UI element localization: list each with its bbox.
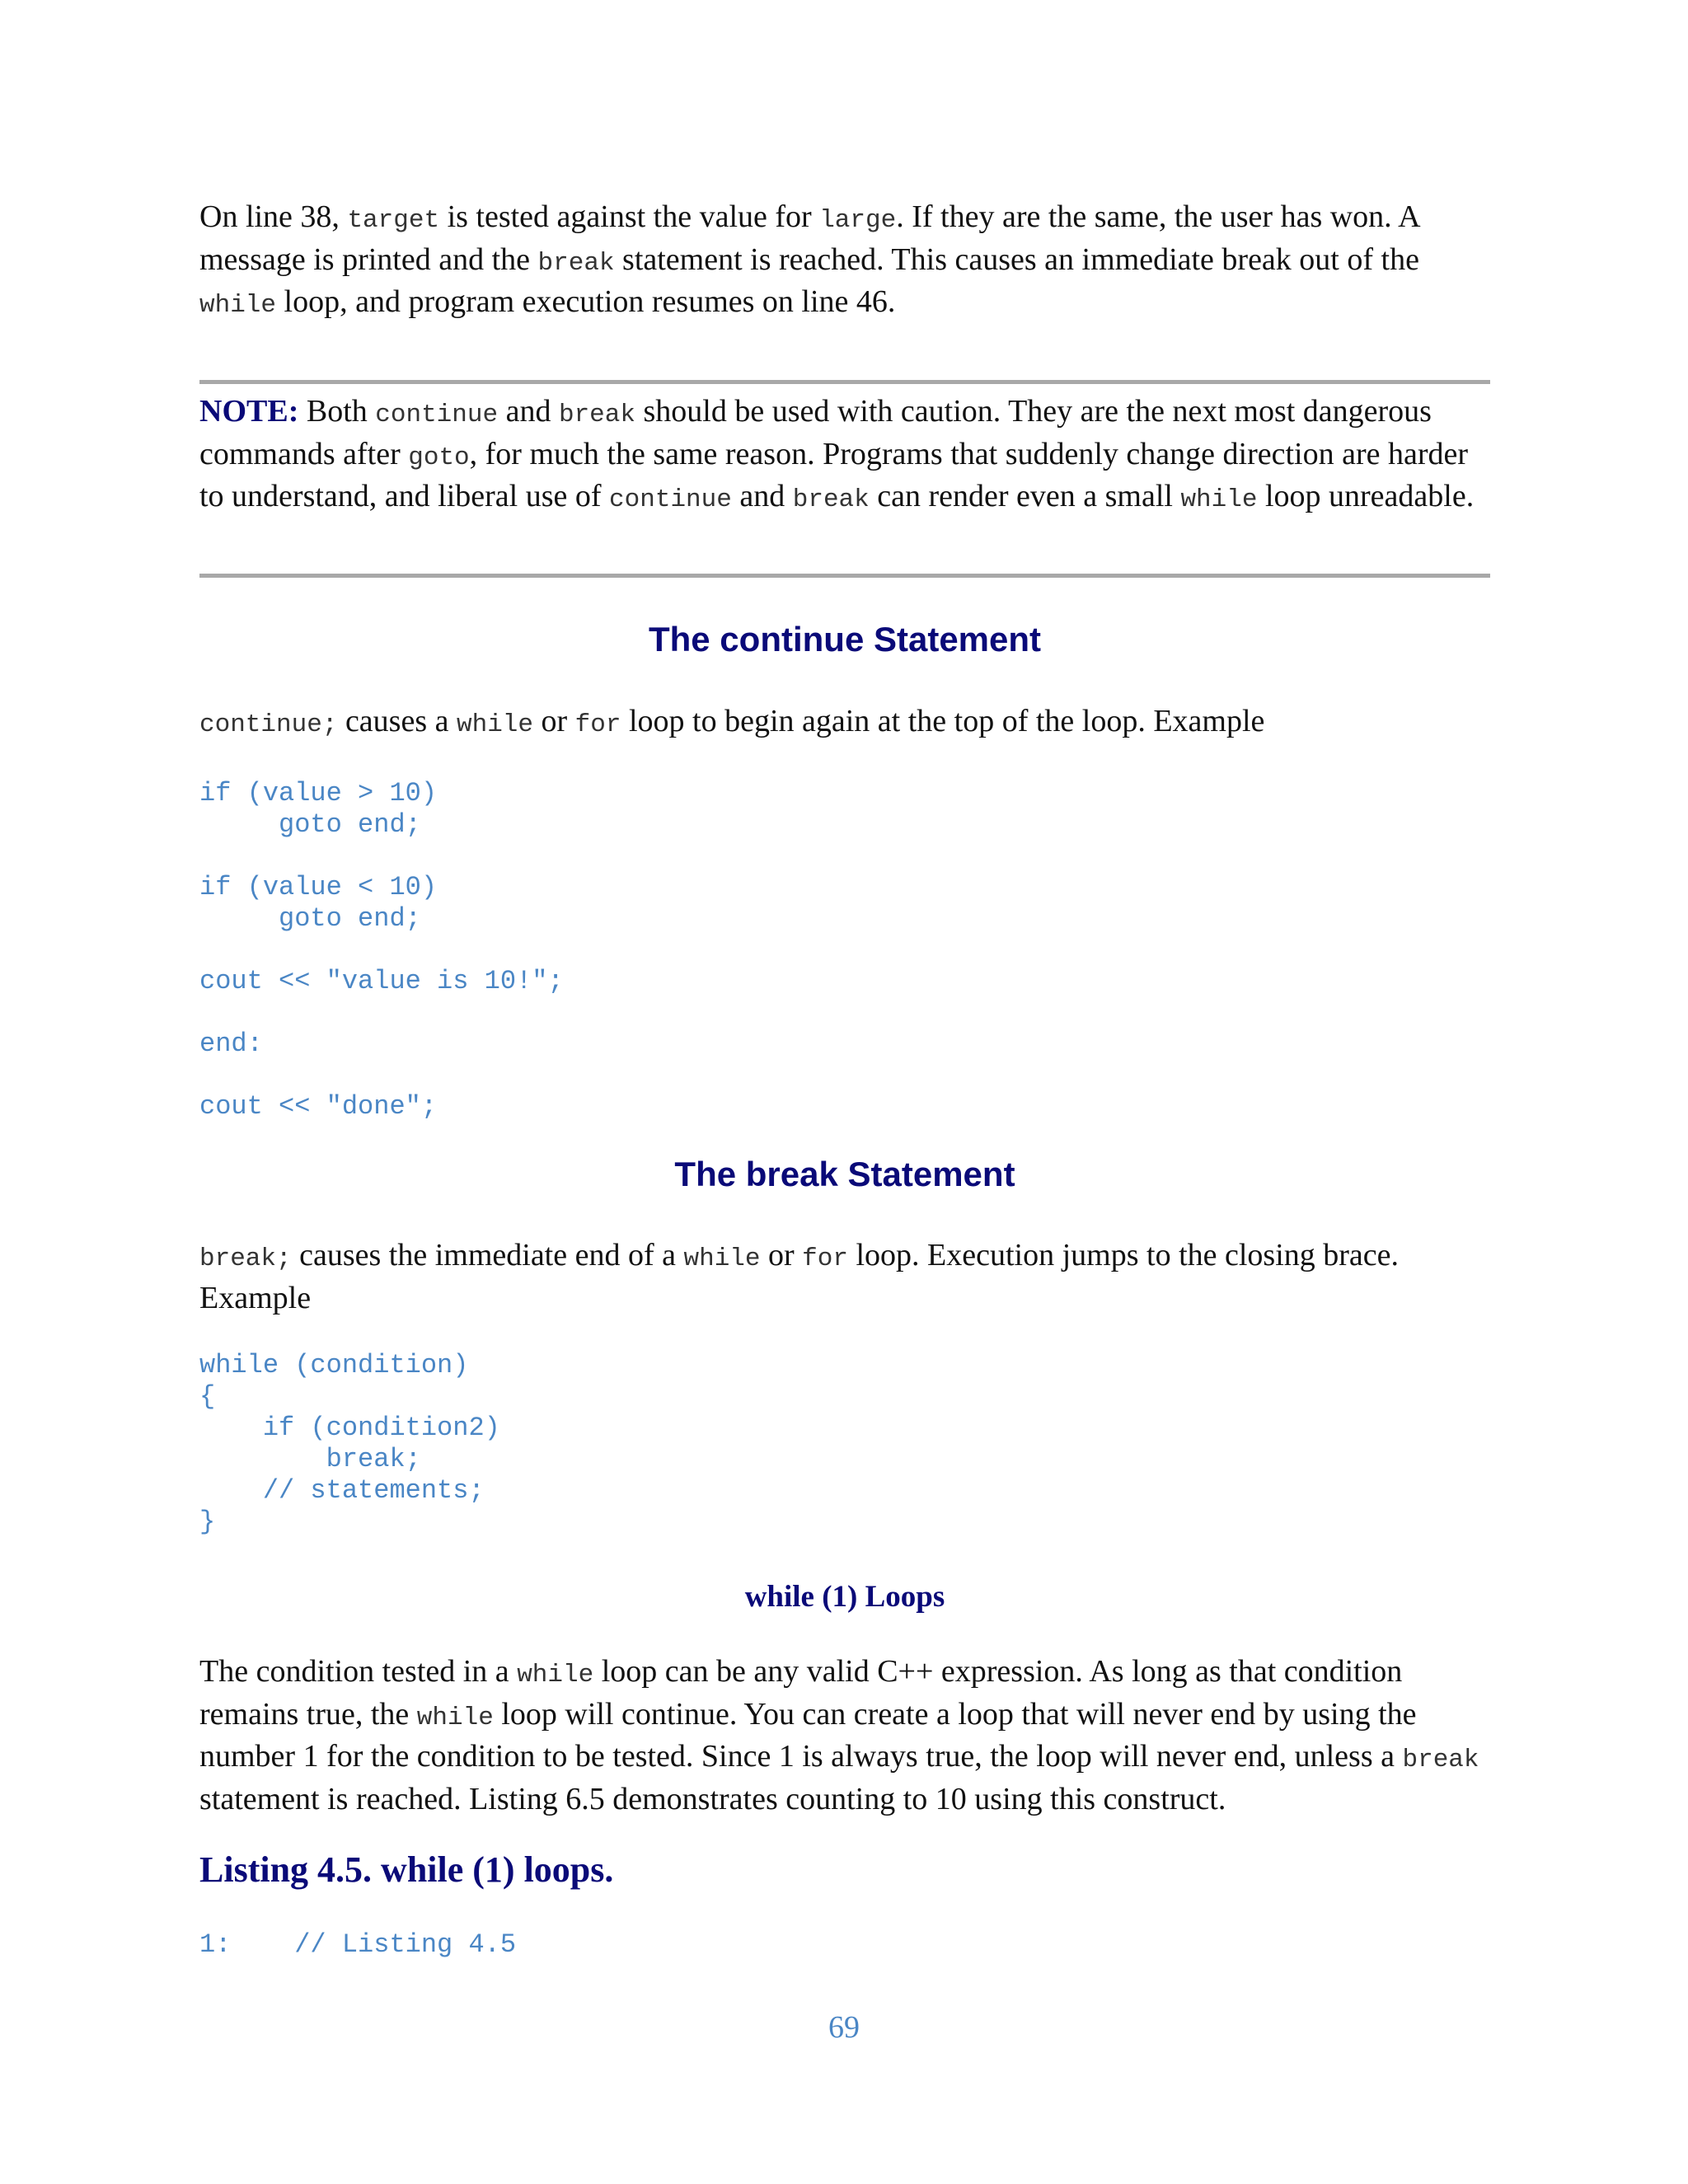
note-top-rule <box>199 380 1490 384</box>
inline-code: break <box>537 248 615 278</box>
inline-code: while <box>517 1661 594 1690</box>
while1-paragraph: The condition tested in a while loop can be any valid C++ expression. As long as that condition remains true, the while loop will continue. You can create a loop that will never end by using the number 1 for the condition to be tested. Since 1 is always true, the loop will never end, unless a break statement is reached. Listing 6.5 demonstrates counting to 10 using this construct. <box>199 1654 1479 1816</box>
inline-code: break <box>792 485 870 514</box>
inline-code: break <box>558 401 635 429</box>
inline-code: continue <box>609 485 732 514</box>
continue-paragraph: continue; causes a while or for loop to begin again at the top of the loop. Example <box>199 704 1265 739</box>
inline-code: goto <box>408 443 470 472</box>
inline-code: while <box>416 1703 494 1732</box>
note-bottom-rule <box>199 574 1490 578</box>
inline-code: while <box>456 710 533 739</box>
continue-code-example: if (value > 10) goto end; if (value < 10) goto end; cout << "value is 10!"; end: cout << "done"; <box>199 778 564 1122</box>
inline-code: while <box>199 291 277 320</box>
inline-code: break; <box>199 1244 292 1273</box>
inline-code: large <box>819 206 897 235</box>
listing-title: Listing 4.5. while (1) loops. <box>199 1849 614 1890</box>
note-paragraph: NOTE: Both continue and break should be used with caution. They are the next most dangerous commands after goto, for much the same reason. Programs that suddenly change direction are harder to understand, and liberal use of continue and break can render even a small while loop unreadable. <box>199 394 1475 514</box>
break-code-example: while (condition) { if (condition2) break; // statements; } <box>199 1350 500 1537</box>
break-paragraph: break; causes the immediate end of a while or for loop. Execution jumps to the closing brace. Example <box>199 1238 1400 1315</box>
inline-code: continue <box>375 401 499 429</box>
listing-code: 1: // Listing 4.5 <box>199 1929 517 1960</box>
inline-code: break <box>1402 1746 1479 1774</box>
inline-code: while <box>683 1244 761 1273</box>
inline-code: continue; <box>199 710 338 739</box>
while1-heading: while (1) Loops <box>744 1580 945 1614</box>
page-number: 69 <box>828 2010 860 2045</box>
inline-code: for <box>802 1244 848 1273</box>
note-label: NOTE: <box>199 394 299 429</box>
inline-code: while <box>1180 485 1258 514</box>
intro-paragraph: On line 38, target is tested against the value for large. If they are the same, the user has won. A message is printed and the break statement is reached. This causes an immediate break out of the while loop, and program execution resumes on line 46. <box>199 199 1419 320</box>
break-heading: The break Statement <box>674 1155 1015 1193</box>
continue-heading: The continue Statement <box>648 620 1042 658</box>
inline-code: target <box>347 206 440 235</box>
inline-code: for <box>574 710 621 739</box>
